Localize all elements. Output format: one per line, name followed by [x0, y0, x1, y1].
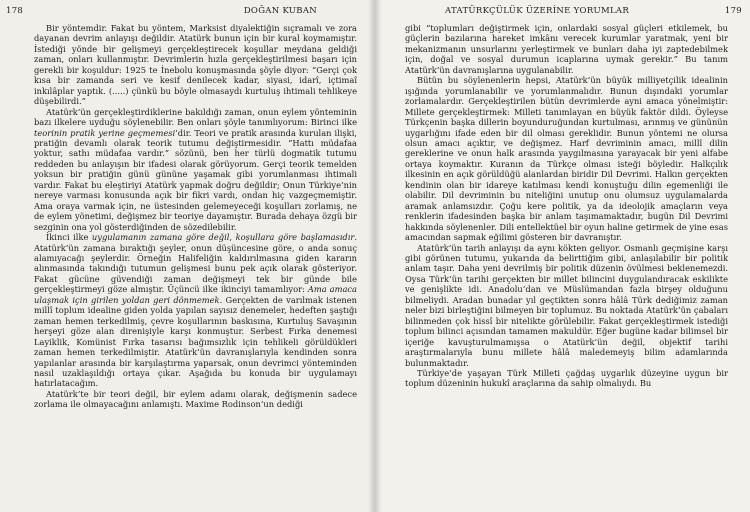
paragraph [405, 368, 728, 389]
text-run: gibi “toplumları değiştirmek için, onlardaki sosyal güçleri etkilemek, bu güçlerin bazılarına hareket imkânı verecek kurumlar yaratmak, yeni bir mekanizmanın unsurlarını yerleştirmek ve bunları daha iyi zaptedebilmek için, doğal ve sosyal durumun icaplarına uymak gerekir.” Bu tanım Atatürk’ün davranışlarına uygulanabilir. [405, 23, 728, 75]
text-run: ’dir. Teori ve pratik arasında kurulan ilişki, pratiğin devamlı olarak teorik tutumu değiştirmesidir. “Hattı müdafaa yoktur, sathı müdafaa vardır.” sözünü, ben her türlü dogmatik tutumu reddeden bu anlayışın bir ifadesi olarak görüyorum. Gerçi teorik temelden yoksun bir pratiğin günü gününe yaşamak gibi yorumlanması ihtimali vardır. Fakat bu eleştiriyi Atatürk yapmak doğru değildir; Onun Türkiye’nin nereye varması konusunda açık bir fikri vardı, ondan hiç vazgeçmemiştir. Ama oraya varmak için, ne üstesinden gelemeyeceği koşulları zorlamış, ne de eylem yönetimi, değişmez bir teoriye dayamıştır. Burada dehaya özgü bir sezginin ona yol gösterdiğinden de sözedilebilir. [34, 127, 358, 232]
text-run: İkinci ilke [46, 232, 92, 243]
running-head: DOĞAN KUBAN [243, 6, 317, 16]
italic-text: uygulamanın zamana göre değil, koşullara göre başlamasıdır [91, 232, 355, 243]
page-number: 179 [724, 6, 742, 16]
text-run: Türkiye’de yaşayan Türk Milleti çağdaş uygarlık düzeyine uygun bir toplum düzeninin hukukî araçlarına da sahip olmalıydı. Bu [405, 367, 728, 389]
paragraph [34, 107, 357, 232]
text-run: Atatürk’ün tarih anlayışı da aynı kökten geliyor. Osmanlı geçmişine karşı gibi görünen tutumu, yukarıda da belirttiğim gibi, anlaşılabilir bir politik anlam taşır. Daha yeni devrilmiş bir politik düzenin övülmesi beklenemezdi. Oysa Türk’ün tarihi gerçekten bir millet bilincini duygulandıracak eskilikte ve genişlikte idi. Anadolu’dan ve Müslümandan fazla birşey olduğunu bilmeliydi. Aradan bunadar yıl geçtikten sonra hâlâ Türk dediğimiz zaman neler bizi birleştiğini bilmeyen bir toplumuz. Bu noktada Atatürk’ün çabaları bilinmeden çok hissî bir nitelikte görülebilir. Fakat gerçekleştirmek istediği toplum bilinci açısından tamamen makuldür. Eğer bugüne kadar bilimsel bir içeriğe kavuşturulmamışsa o Atatürk’ün değil, objektif tarihi araştırmalarıyla bunu millete hâlâ maledemeyiş bilim adamlarında bulunmaktadır. [405, 242, 728, 368]
paragraph [34, 232, 357, 389]
book-gutter-shadow [368, 0, 382, 512]
paragraph [405, 75, 728, 242]
paragraph [405, 23, 728, 75]
text-run: Atatürk’te bir teori değil, bir eylem adamı olarak, değişmenin sadece zorlama ile olmayacağını anlamıştı. Maxime Rodinson’un dediği [34, 388, 357, 410]
running-head: ATATÜRKÇÜLÜK ÜZERİNE YORUMLAR [445, 6, 630, 16]
italic-text: Ama amaca ulaşmak için girilen yoldan geri dönmemek [34, 284, 357, 305]
right-page-body [405, 23, 728, 389]
right-page [375, 0, 750, 512]
page-number: 178 [6, 6, 24, 16]
text-run: Bütün bu söylenenlerin hepsi, Atatürk’ün büyük milliyetçilik idealinin ışığında yorumlanabilir ve yorumlanmalıdır. Bunun dışındaki yorumlar zorlamalardır. Gerçekleştirilen bütün devrimlerde ayni amaca yönelmiştir: Millete gerçekleştirmek: Milleti tanımlayan en büyük faktör dildi. Öyleyse Türkçenin başka dillerin boyunduruğundan kurtulması, arınmış ve gününün uygarlığını ifade eden bir dil olması gereklidir. Bunun yöntemi ne olursa olsun amacı açıktır, ve değişmez. Harf devriminin amacı, millî dilin gereklerine ve onun halk arasında yaygılmasına yarayacak bir yeni alfabe ortaya koymaktır. Kuranın da Türkçe olması isteği böyledir. Halkçılık ilkesinin en açık görüldüğü alanlardan biridir Dil Devrimi. Halkın gerçekten kendinin olan bir idareye katılması kendi konuştuğu dilin egemenliği ile olabilir. Dil devriminin bu niteliğini unutup onu olumsuz uygulamalarda aramak anlamsızdır. Çoğu kere politik, ya da ideolojik amaçların veya renklerin ifadesinden başka bir anlam taşımamaktadır, bugün Dil Devrimi hakkında söylenenler. Dili entellektüel bir oyun haline getirmek de yine esas amacından sapmak eğilimi gösteren bir davranıştır. [405, 75, 728, 243]
left-page-body [34, 23, 357, 410]
paragraph [405, 243, 728, 368]
text-run: Bir yöntemdir. Fakat bu yöntem, Marksist diyalektiğin sıçramalı ve zora dayanan devrim anlayışı değildir. Atatürk bunun için bir kural koymamıştır. İstediği yönde bir gelişmeyi gerçekleştirecek koşullar meydana geldiği zaman, onları kullanmıştır. Devrimlerin hızla gerçekleştirilmesi başarı için gerekli bir koşuldur: 1925 te İnebolu konuşmasında şöyle diyor: “Gerçi çok kısa bir zamanda seri ve kesif denilecek kadar, siyasi, idarî, içtimaî inkılâplar yaptık. (.....) çünkü bu böyle olmasaydı kurtuluş ihtimali tehlikeye düşebilirdi.” [34, 23, 357, 107]
text-run: . Gerçekten de varılmak istenen millî toplum idealine giden yolda yapılan sayısız denemeler, hedeften şaştığı zaman hemen terkedilmiş, çevre koşullarının baskısına, Kurtuluş Savaşının herşeyi göze alan direnişiyle karşı konmuştur. Serbest Fırka denemesi Layiklik, Komünist Fırka tasarısı bağımsızlık için tehlikeli görüldükleri zaman hemen terkedilmiştir. Atatürk’ün davranışlarıyla kendinden sonra yapılanlar arasında bir karşılaştırma yaparsak, onun devrimci yönteminden nasıl uzaklaşıldığı ortaya çıkar. Aşağıda bu konuda bir uygulamayı hatırlatacağım. [34, 294, 357, 389]
paragraph [34, 23, 357, 107]
italic-text: teorinin pratik yerine geçmemesi [34, 127, 176, 138]
paragraph [34, 389, 357, 410]
text-run: Atatürk’ün gerçekleştirdiklerine bakıldığı zaman, onun eylem yönteminin bazı ilkelere uyduğu söylenebilir. Ben onları şöyle tanımlıyorum: Birinci ilke [34, 106, 357, 128]
right-page-header [445, 2, 742, 20]
left-page-header [6, 2, 317, 20]
text-run: . Atatürk’ün zamana bıraktığı şeyler, onun düşüncesine göre, o anda sonuç alamıyacağı şeylerdir. Örneğin Halifeliğin kaldırılmasına giden kararın alınmasında takındığı tutumun gelişmesi bunu pek açık olarak gösteriyor. Fakat gücüne güvendiği zaman değişmeyi tek bir günde bile gerçekleştirmeyi göze almıştır. Üçüncü ilke ikinciyi tamamlıyor: [34, 232, 358, 295]
